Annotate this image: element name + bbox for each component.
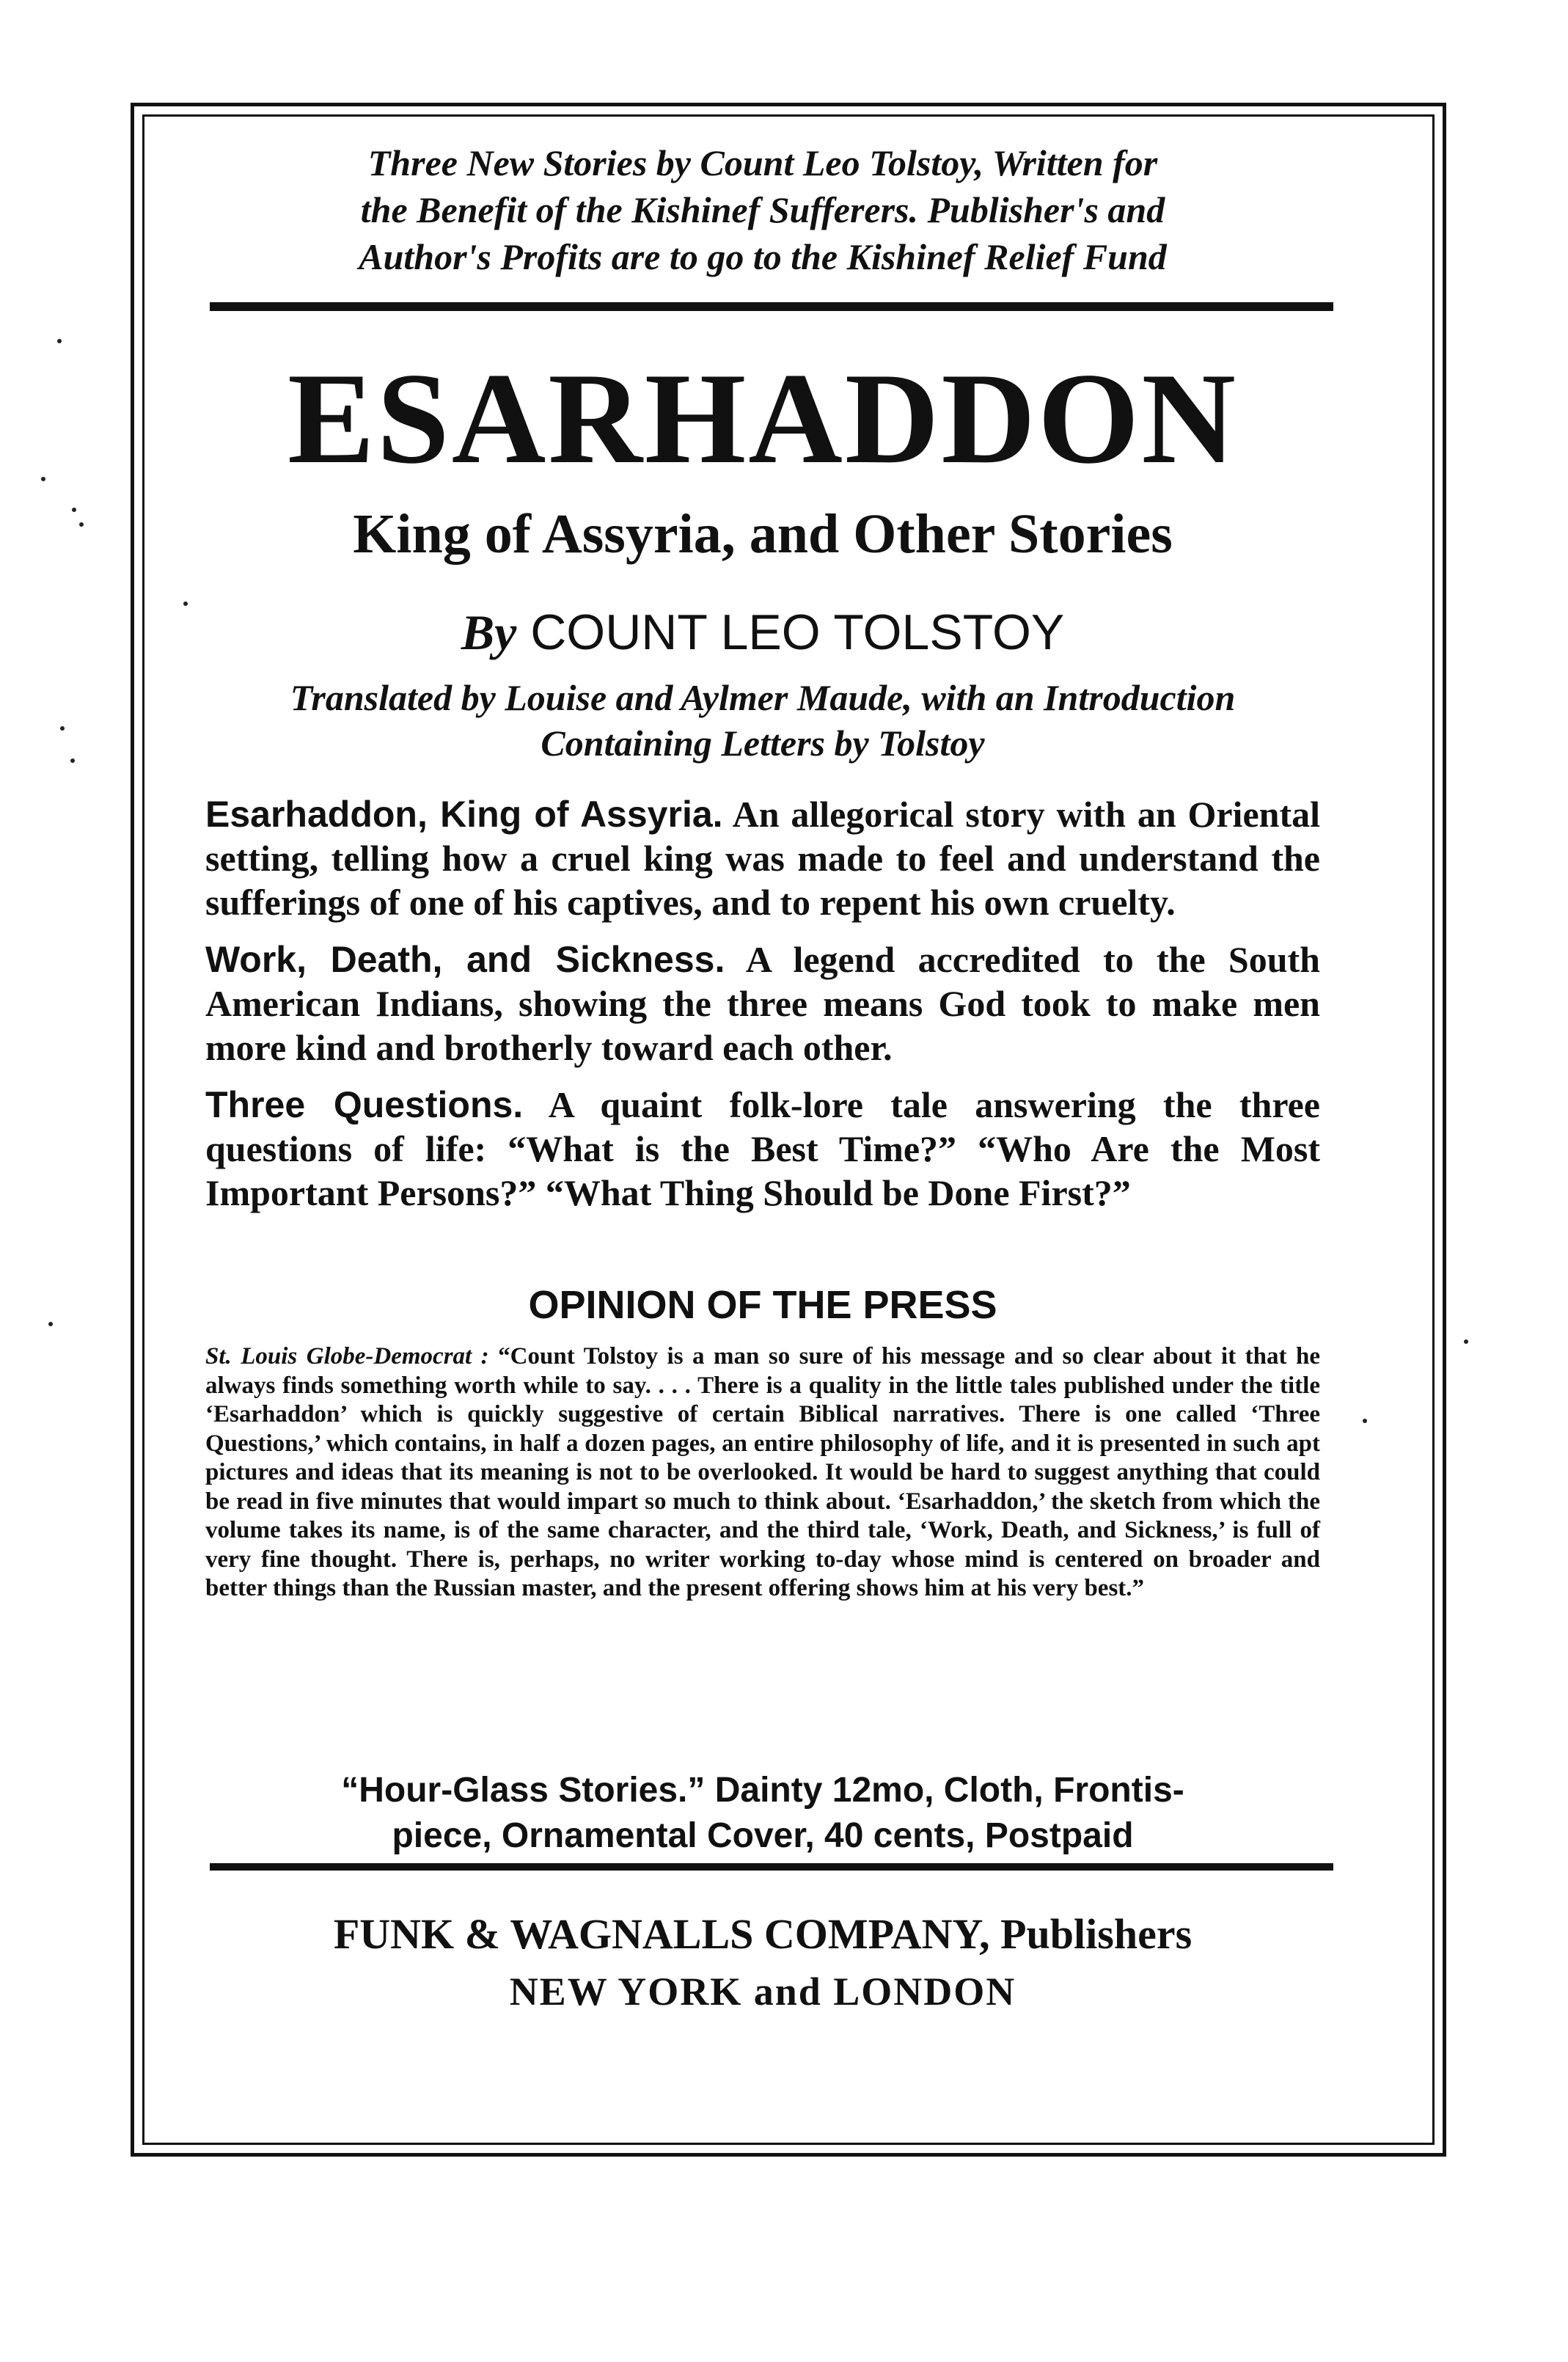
story-description: A legend accredited to the South American Indians, showing the three means God took to make men more kind and brotherly toward each other. <box>205 939 1320 1068</box>
product-line: “Hour-Glass Stories.” Dainty 12mo, Cloth, Frontis- <box>341 1771 1184 1810</box>
scan-speck <box>79 522 84 527</box>
book-title: ESARHADDON <box>287 345 1238 491</box>
publisher-location: NEW YORK and LONDON <box>509 1970 1016 2014</box>
story-title: Work, Death, and Sickness. <box>205 939 725 980</box>
byline <box>205 602 1320 663</box>
scan-speck <box>60 726 65 731</box>
story-item <box>205 792 1320 924</box>
scan-speck <box>72 508 76 512</box>
story-title: Three Questions. <box>205 1084 524 1125</box>
scan-speck <box>57 339 62 343</box>
story-description: An allegorical story with an Oriental setting, telling how a cruel king was made to feel and understand the sufferings of one of his captives, and to repent his own cruelty. <box>205 794 1320 923</box>
book-subtitle: King of Assyria, and Other Stories <box>353 503 1173 565</box>
product-line: piece, Ornamental Cover, 40 cents, Postpaid <box>392 1816 1134 1855</box>
header-note <box>205 139 1320 280</box>
translation-note <box>205 675 1320 766</box>
story-item <box>205 1083 1320 1215</box>
story-item <box>205 937 1320 1070</box>
header-note-line: Three New Stories by Count Leo Tolstoy, Written for <box>367 142 1158 183</box>
scan-speck <box>1464 1339 1468 1344</box>
bottom-rule <box>210 1863 1333 1871</box>
translation-line: Containing Letters by Tolstoy <box>541 723 985 764</box>
translation-line: Translated by Louise and Aylmer Maude, with an Introduction <box>290 677 1236 718</box>
scan-speck <box>48 1322 53 1326</box>
product-details <box>205 1768 1320 1859</box>
story-title: Esarhaddon, King of Assyria. <box>205 794 723 835</box>
scan-speck <box>70 758 75 763</box>
header-note-line: Author's Profits are to go to the Kishinef Relief Fund <box>359 236 1167 277</box>
press-quote <box>205 1342 1320 1604</box>
publisher-name: FUNK & WAGNALLS COMPANY, Publishers <box>333 1910 1193 1958</box>
press-source: St. Louis Globe-Democrat : <box>205 1343 489 1370</box>
press-quote-text: “Count Tolstoy is a man so sure of his message and so clear about it that he always finds something worth while to say. . . . There is a quality in the little tales published under the title ‘Esarhaddon’ which is quickly suggestive of certain Biblical narratives. There is one called ‘Three Questions,’ which contains, in half a dozen pages, an entire philosophy of life, and it is presented in such apt pictures and ideas that its meaning is not to be overlooked. It would be hard to suggest anything that could be read in five minutes that would impart so much to think about. ‘Esarhaddon,’ the sketch from which the volume takes its name, is of the same character, and the third tale, ‘Work, Death, and Sickness,’ is full of very fine thought. There is, perhaps, no writer working to-day whose mind is centered on broader and better things than the Russian master, and the present offering shows him at his very best.” <box>205 1343 1320 1601</box>
scan-speck <box>41 477 45 481</box>
press-heading: OPINION OF THE PRESS <box>528 1283 997 1327</box>
top-rule <box>210 302 1333 311</box>
header-note-line: the Benefit of the Kishinef Sufferers. Publisher's and <box>360 189 1165 230</box>
story-description: A quaint folk-lore tale answering the three questions of life: “What is the Best Time?” “Who Are the Most Important Persons?” “What Thing Should be Done First?” <box>205 1084 1320 1213</box>
byline-by: By <box>461 604 517 660</box>
story-list <box>205 792 1320 1228</box>
byline-author: COUNT LEO TOLSTOY <box>530 604 1065 660</box>
